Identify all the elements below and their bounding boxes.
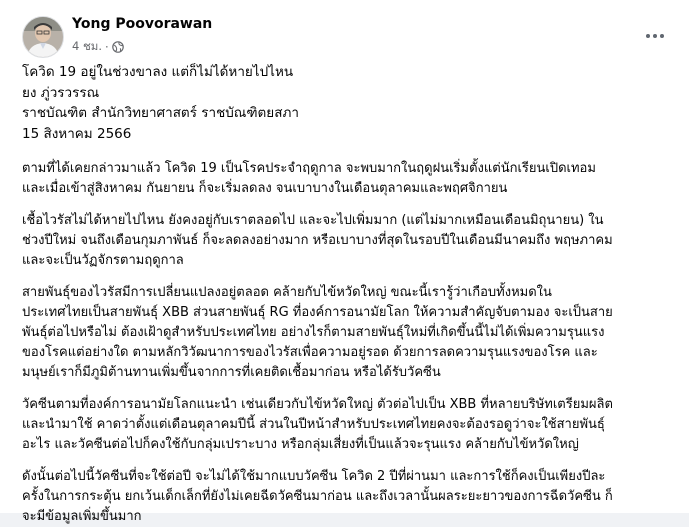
- text-line: ของโรคแต่อย่างใด ตามหลักวิวัฒนาการของไวรัสเพื่อความอยู่รอด ด้วยการลดความรุนแรงของโรค และ: [22, 345, 598, 360]
- author-name[interactable]: Yong Poovorawan: [72, 16, 213, 32]
- text-line: อะไร และวัคซีนต่อไปก็คงใช้กับกลุ่มเปราะบาง หรือกลุ่มเสี่ยงที่เป็นแล้วจะรุนแรง คล้ายกับไข้หวัดใหญ่: [22, 437, 579, 452]
- text-line: ดังนั้นต่อไปนี้วัคซีนที่จะใช้ต่อปี จะไม่ได้ใช้มากแบบวัคซีน โควิด 2 ปีที่ผ่านมา และการใช้ก็คงเป็นเพียงปีละ: [22, 469, 606, 484]
- post-header: [22, 14, 673, 58]
- text-line: สายพันธุ์ของไวรัสมีการเปลี่ยนแปลงอยู่ตลอด คล้ายกับไข้หวัดใหญ่ ขณะนี้เรารู้ว่าเกือบทั้งหมดใน: [22, 285, 552, 300]
- text-line: และจะเป็นวัฏจักรตามฤดูกาล: [22, 253, 184, 268]
- meta-separator: ·: [105, 40, 109, 54]
- paragraph-vaccine-recommendation: [22, 395, 673, 455]
- text-line: มนุษย์เราก็มีภูมิต้านทานเพิ่มขึ้นจากการที่เคยติดเชื้อมาก่อน หรือได้รับวัคซีน: [22, 365, 441, 380]
- text-line: และเมื่อเข้าสู่สิงหาคม กันยายน ก็จะเริ่มลดลง จนเบาบางในเดือนตุลาคมและพฤศจิกายน: [22, 181, 508, 196]
- text-line: ช่วงปีใหม่ จนถึงเดือนกุมภาพันธ์ ก็จะลดลงอย่างมาก หรือเบาบางที่สุดในรอบปีในเดือนมีนาคมถึง พฤษภาคม: [22, 233, 613, 248]
- text-line: เชื้อไวรัสไม่ได้หายไปไหน ยังคงอยู่กับเราตลอดไป และจะไปเพิ่มมาก (แต่ไม่มากเหมือนเดือนมิถุนายน) ใน: [22, 213, 604, 228]
- paragraph-future-vaccine: [22, 467, 673, 527]
- paragraph-seasonal: [22, 159, 673, 199]
- affiliation-line: ราชบัณฑิต สำนักวิทยาศาสตร์ ราชบัณฑิตยสภา: [22, 105, 299, 121]
- post-meta: [72, 38, 124, 56]
- paragraph-variants: [22, 283, 673, 383]
- text-line: ครั้งในการกระตุ้น ยกเว้นเด็กเล็กที่ยังไม่เคยฉีดวัคซีนมาก่อน และถึงเวลานั้นผลระยะยาวของการฉีดวัคซีน ก็: [22, 489, 613, 504]
- avatar[interactable]: [22, 16, 64, 58]
- text-line: ตามที่ได้เคยกล่าวมาแล้ว โควิด 19 เป็นโรคประจำฤดูกาล จะพบมากในฤดูฝนเริ่มตั้งแต่นักเรียนเปิดเทอม: [22, 161, 596, 176]
- post-content: [22, 62, 673, 527]
- text-line: และนำมาใช้ คาดว่าตั้งแต่เดือนตุลาคมปีนี้ ส่วนในปีหน้าสำหรับประเทศไทยคงจะต้องรอดูว่าจะใช้สายพันธุ์: [22, 417, 605, 432]
- paragraph-virus-persistence: [22, 211, 673, 271]
- text-line: วัคซีนตามที่องค์การอนามัยโลกแนะนำ เช่นเดียวกับไข้หวัดใหญ่ ตัวต่อไปเป็น XBB ที่หลายบริษัทเตรียมผลิต: [22, 397, 613, 412]
- profile-photo: [23, 17, 63, 57]
- text-line: พันธุ์ต่อไปหรือไม่ ต้องเฝ้าดูสำหรับประเทศไทย อย่างไรก็ตามสายพันธุ์ใหม่ที่เกิดขึ้นนี้ไม่ได้เพิ่มความรุนแรง: [22, 325, 605, 340]
- date-line: 15 สิงหาคม 2566: [22, 125, 132, 142]
- post-headline: โควิด 19 อยู่ในช่วงขาลง แต่ก็ไม่ได้หายไปไหน: [22, 64, 294, 80]
- text-line: จะมีข้อมูลเพิ่มขึ้นมาก: [22, 509, 142, 524]
- post-intro: [22, 62, 673, 144]
- globe-icon[interactable]: [112, 41, 124, 53]
- more-options-icon[interactable]: [639, 22, 671, 50]
- post-timestamp[interactable]: 4 ชม.: [72, 39, 103, 53]
- text-line: ประเทศไทยเป็นสายพันธุ์ XBB ส่วนสายพันธุ์ RG ที่องค์การอนามัยโลก ให้ความสำคัญจับตามอง จะเป็นสาย: [22, 305, 613, 320]
- author-line: ยง ภู่วรวรรณ: [22, 84, 100, 101]
